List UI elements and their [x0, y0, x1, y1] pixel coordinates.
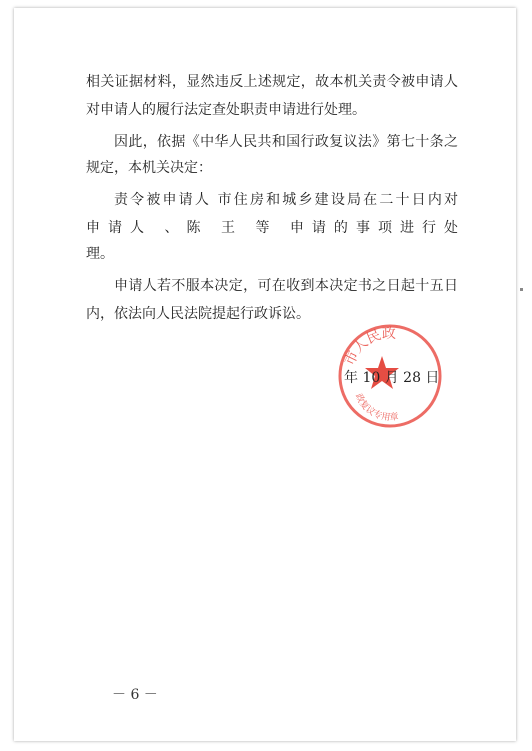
scroll-position-marker: [520, 288, 523, 291]
document-page: [14, 8, 516, 741]
paragraph-line-5: 责令被申请人 市住房和城乡建设局在二十日内对: [114, 192, 458, 208]
paragraph-line-8: 申请人若不服本决定，可在收到本决定书之日起十五日: [114, 278, 458, 294]
seal-bottom-text: 政复议专用章: [352, 392, 400, 424]
paragraph-line-2: 对申请人的履行法定查处职责申请进行处理。: [86, 102, 366, 118]
svg-text:政复议专用章: [353, 391, 399, 423]
paragraph-line-4: 规定，本机关决定：: [86, 160, 212, 176]
page-number: － 6 －: [112, 687, 158, 703]
decision-date: 年 10 月 28 日: [344, 370, 440, 386]
paragraph-line-3: 因此，依据《中华人民共和国行政复议法》第七十条之: [114, 134, 458, 150]
paragraph-line-9: 内，依法向人民法院提起行政诉讼。: [86, 306, 310, 322]
paragraph-line-6: 申请人 、陈 王 等 申请的事项进行处: [86, 220, 458, 236]
seal-top-text: 市人民政: [341, 325, 397, 369]
paragraph-line-7: 理。: [86, 246, 114, 262]
paragraph-line-1: 相关证据材料，显然违反上述规定，故本机关责令被申请人: [86, 74, 458, 90]
